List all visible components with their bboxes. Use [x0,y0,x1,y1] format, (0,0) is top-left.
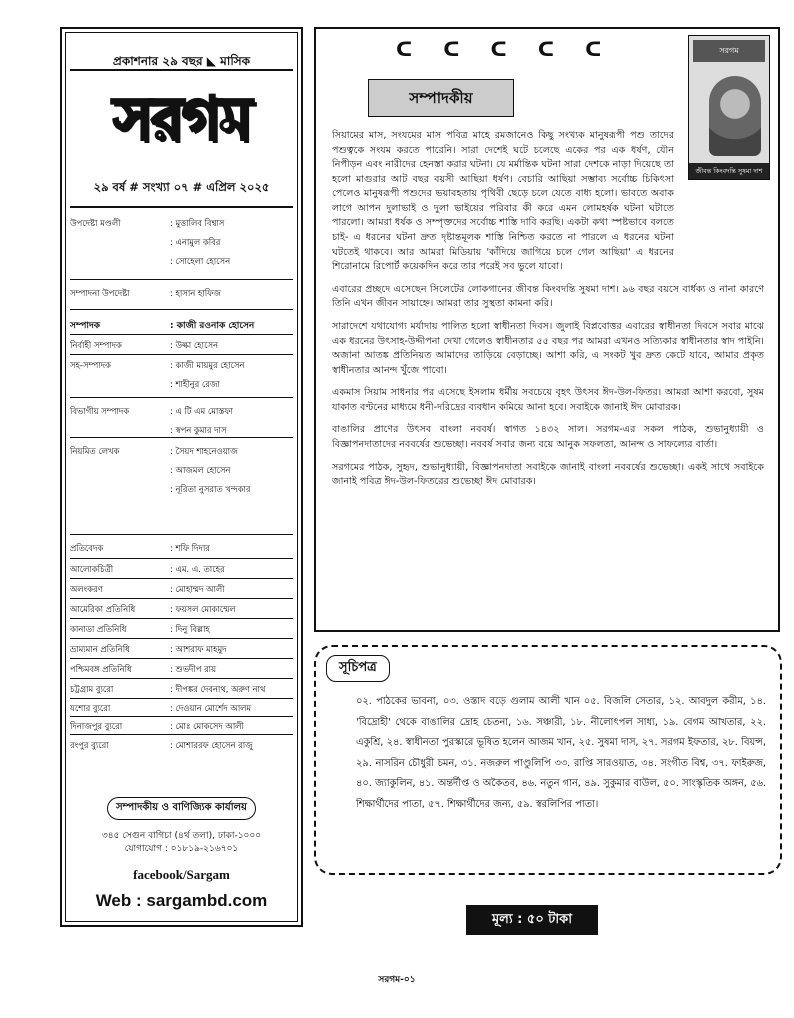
staff-row [70,683,293,702]
staff-row [70,445,293,502]
divider [70,678,293,679]
staff-name: : আশরাফ মাহমুদ [170,644,227,654]
editorial-paragraph: সিয়ামের মাস, সংযমের মাস পবিত্র মাহে রমজানেও কিছু সংখ্যক মানুষরূপী পশু তাদের পশুত্বকে সংযম করতে পারেনি। সারা দেশেই ঘটে চলেছে একের পর এক ধর্ষণ, যৌন নিপীড়ন এবং নারীদের হেনস্তা করার ঘটনা। যে মর্মান্তিক ঘটনা সারা দেশকে নাড়া দিয়েছে তা হলো মাগুরার আট বছর বয়সী আছিয়া ধর্ষণ। বেচারি আছিয়া সম্ভাব্য সর্বোচ্চ চিকিৎসা পেলেও মানুষরূপী পশুদের ভয়াবহতায় পৃথিবী ছেড়ে চলে যেতে বাধ্য হলো। ভাবতে অবাক লাগে আপন দুলাভাই ও দুলা ভাইয়ের পরিবার কী করে এমন লোমহর্ষক ঘটনা ঘটাতে পারলো। আমরা ধর্ষক ও সম্পৃক্তদের সর্বোচ্চ শাস্তি দাবি করছি। একটা কথা স্পষ্টভাবে বলতে চাই- এ ধরনের ঘটনা দ্রুত দৃষ্টান্তমূলক শাস্তি নিশ্চিত করতে না পারলে এ ধরনের ঘটনা ঘটতেই থাকবে। আর আমরা মিডিয়ায় 'কাঁদিয়ে জাগিয়ে চলে গেল আছিয়া' এ ধরনের শিরোনামে রিপোর্ট কয়েকদিন করে তার পরেই সব ভুলে যাবো। [332,130,674,273]
staff-role: অলংকরণ [70,584,103,594]
staff-row [70,287,293,306]
phone-line: যোগাযোগ : ০১৮১৯-২১৬৭০১ [124,843,239,854]
staff-role: রংপুর ব্যুরো [70,740,109,750]
editorial-paragraph: এবারের প্রচ্ছদে এসেছেন সিলেটের লোকগানের জীবন্ত কিংবদন্তি সুষমা দাশ। ৯৬ বছর বয়সে বার্ধক্য ও নানা কারণে তিনি এখন জীবন সায়াহ্নে। আমরা তার সুস্থতা কামনা করি। [332,283,764,310]
staff-row [70,217,293,274]
staff-role: নির্বাহী সম্পাদক [70,340,122,350]
editorial-paragraph: বাঙালির প্রাণের উৎসব বাংলা নববর্ষ। স্বাগত ১৪৩২ সাল। সরগম-এর সকল পাঠক, শুভানুধ্যায়ী ও বিজ্ঞাপনদাতাদের নববর্ষের শুভেচ্ছা। নববর্ষ সবার জন্য বয়ে আনুক সফলতা, আনন্দ ও সাফল্যের বার্তা। [332,424,764,450]
website-link[interactable]: Web : sargambd.com [95,891,268,911]
divider [70,437,293,438]
office-block [70,795,293,911]
masthead-tagline [70,53,293,73]
staff-name: : নূরিতা নুসরাত খন্দকার [170,484,251,494]
staff-role: সম্পাদনা উপদেষ্টা [70,288,130,298]
staff-role: সম্পাদক [70,321,101,331]
staff-role: সহ-সম্পাদক [70,360,111,370]
tagline-rule [70,69,293,71]
staff-role: কানাডা প্রতিনিধি [70,624,127,634]
staff-row [70,339,293,358]
staff-role: উপদেষ্টা মণ্ডলী [70,218,121,228]
staff-name: : স্বপন কুমার দাস [170,425,227,435]
editorial-box [314,27,780,632]
divider [70,354,293,355]
staff-role: ভ্রাম্যমান প্রতিনিধি [70,644,130,654]
staff-name: : সৈয়দ শাহনেওয়াজ [170,446,238,456]
staff-row [70,623,293,642]
staff-name: : দেওয়ান মোর্শেদ আলম [170,703,251,713]
divider [70,734,293,735]
staff-row [70,663,293,682]
divider [70,638,293,639]
issue-line: ২৯ বর্ষ # সংখ্যা ০৭ # এপ্রিল ২০২৫ [70,179,293,208]
divider [70,716,293,717]
tagline-text: প্রকাশনার ২৯ বছর ◣ মাসিক [112,54,251,68]
staff-role: দিনাজপুর ব্যুরো [70,721,123,731]
divider [70,334,293,335]
office-address [70,830,293,855]
staff-row [70,359,293,397]
divider [70,558,293,559]
office-heading: সম্পাদকীয় ও বাণিজ্যিক কার্যালয় [107,797,256,820]
editorial-title: সম্পাদকীয় [368,79,514,117]
staff-role: প্রতিবেদক [70,543,104,553]
staff-row [70,583,293,602]
staff-name: : মোশাররফ হোসেন রাজু [170,740,253,750]
toc-title: সূচিপত্র [326,655,390,682]
masthead-panel [60,27,303,927]
staff-name: : মোহাম্মদ আলী [170,584,225,594]
staff-name: : শুভদীপ রায় [170,664,217,674]
table-of-contents [314,645,782,875]
staff-name: : দীপঙ্কর দেবনাথ, অরুণ নাথ [170,684,266,694]
staff-row [70,702,293,721]
staff-name: : কাজী মায়মুর হোসেন [170,360,245,370]
hook-ornaments: ᑕ ᑕ ᑕ ᑕ ᑕ [396,37,614,61]
divider [70,309,293,310]
staff-row [70,563,293,582]
editorial-paragraph: একমাস সিয়াম সাধনার পর এসেছে ইসলাম ধর্মীয় সবচেয়ে বৃহৎ উৎসব ঈদ-উল-ফিতর। আমরা আশা করবো, সুষম যাকাত বণ্টনের মাধ্যমে ধনী-দরিদ্রের ব্যবধান কমিয়ে আনা হবে। সবাইকে জানাই ঈদ মোবারক। [332,387,764,413]
divider [70,618,293,619]
staff-role: বিভাগীয় সম্পাদক [70,406,130,416]
staff-name: : সোহেলা হোসেন [170,256,231,266]
staff-row [70,720,293,739]
divider [70,598,293,599]
staff-row-editor [70,318,293,338]
price-tag: মূল্য : ৫০ টাকা [466,905,598,935]
editorial-paragraph: সারাদেশে যথাযোগ্য মর্যাদায় পালিত হলো স্বাধীনতা দিবস। জুলাই বিপ্লবোত্তর এবারের স্বাধীনতা দিবসে সবার মাঝে এক ধরনের উৎসাহ-উদ্দীপনা দেখা গেলেও স্বাধীনতার ৫৫ বছর পর আমরা এখনও সত্যিকার স্বাধীনতার স্বাদ পাইনি। অজানা আতঙ্ক প্রতিনিয়ত আমাদের তাড়িয়ে বেড়াচ্ছে। আশা করি, এ সংকট খুব দ্রুত কেটে যাবে, আমার প্রকৃত স্বাধীনতার আনন্দ খুঁজে পাবো। [332,320,764,376]
page-number: সরগম-০১ [378,975,416,985]
staff-row [70,603,293,622]
divider [70,698,293,699]
staff-name: : ফয়সল মোকাম্মেল [170,604,236,614]
staff-role: পশ্চিমবঙ্গ প্রতিনিধি [70,664,132,674]
staff-role: আলোকচিত্রী [70,564,114,574]
staff-name: : এ টি এম মোস্তফা [170,406,233,416]
staff-name: : আজমল হোসেন [170,465,231,475]
staff-role: আমেরিকা প্রতিনিধি [70,604,136,614]
divider [70,279,293,280]
address-line: ৩৪৫ সেগুন বাগিচা (৪র্থ তলা), ঢাকা-১০০০ [101,831,262,841]
sargam-logo: সরগম [112,84,251,154]
staff-name: : কাজী রওনাক হোসেন [170,321,255,331]
staff-name: : এনামুল কবির [170,237,221,247]
staff-name: : উল্কা হোসেন [170,340,218,350]
divider [70,534,293,535]
editorial-paragraph: সরগমের পাঠক, সুহৃদ, শুভানুধ্যায়ী, বিজ্ঞাপনদাতা সবাইকে জানাই বাংলা নববর্ষের শুভেচ্ছা। একই সাথে সবাইকে জানাই পবিত্র ঈদ-উল-ফিতরের শুভেচ্ছা ঈদ মোবারক। [332,461,764,488]
divider [70,658,293,659]
staff-name: : শফি দিদার [170,543,210,553]
staff-name: : মুত্তালিব বিশ্বাস [170,218,225,228]
toc-body: ০২. পাঠকের ভাবনা, ০৩. ওস্তাদ বড়ে গুলাম আলী খান ০৫. বিজলি সেতার, ১২. আবদুল করীম, ১৪. 'বিদ্রোহী' থেকে বাঙালির দ্রোহ চেতনা, ১৬. সঞ্চারী, ১৮. নীলোৎপল সাধ্য, ১৯. বেগম আখতার, ২২. একুশ্রি, ২৪. স্বাধীনতা পুরস্কারে ভূষিত হলেন আজম খান, ২৫. সুষমা দাস, ২৭. সরগম ইফতার, ২৮. বিয়ন্স, ২৯. নাসরিন চৌধুরী চমন, ৩১. নজরুল পাণ্ডুলিপি ৩৩. রাপ্তি সারওয়াত, ৩৪. সংগীত বিশ্ব, ৩৭. ফাইরুজ, ৪০. জ্যাকুলিন, ৪১. অন্তর্দীপ্ত ও অকৈতব, ৪৬. নতুন গান, ৪৯. সুকুমার বাউল, ৫০. সাংস্কৃতিক অঙ্গন, ৫৬. শিক্ষার্থীদের পাতা, ৫৭. শিক্ষার্থীদের জন্য, ৫৯. স্বরলিপির পাতা। [356,696,766,810]
staff-name: : এম. এ. তাহের [170,564,225,574]
staff-role: নিয়মিত লেখক [70,446,120,456]
divider [70,397,293,398]
staff-role: যশোর ব্যুরো [70,703,111,713]
cover-caption: জীবন্ত কিংবদন্তি সুষমা দাশ [689,163,769,179]
editorial-text [332,129,764,498]
staff-name: : দিনু বিল্লাহ [170,624,210,634]
staff-row [70,739,293,758]
staff-role: চট্টগ্রাম ব্যুরো [70,684,114,694]
staff-row [70,643,293,662]
staff-name: : শাহীনুর রেজা [170,379,220,389]
staff-name: : হাসান হাফিজ [170,288,221,298]
divider [70,578,293,579]
cover-title: সরগম [693,40,765,62]
staff-name: : মোঃ মোকসেদ আলী [170,721,244,731]
facebook-link[interactable]: facebook/Sargam [133,867,230,883]
